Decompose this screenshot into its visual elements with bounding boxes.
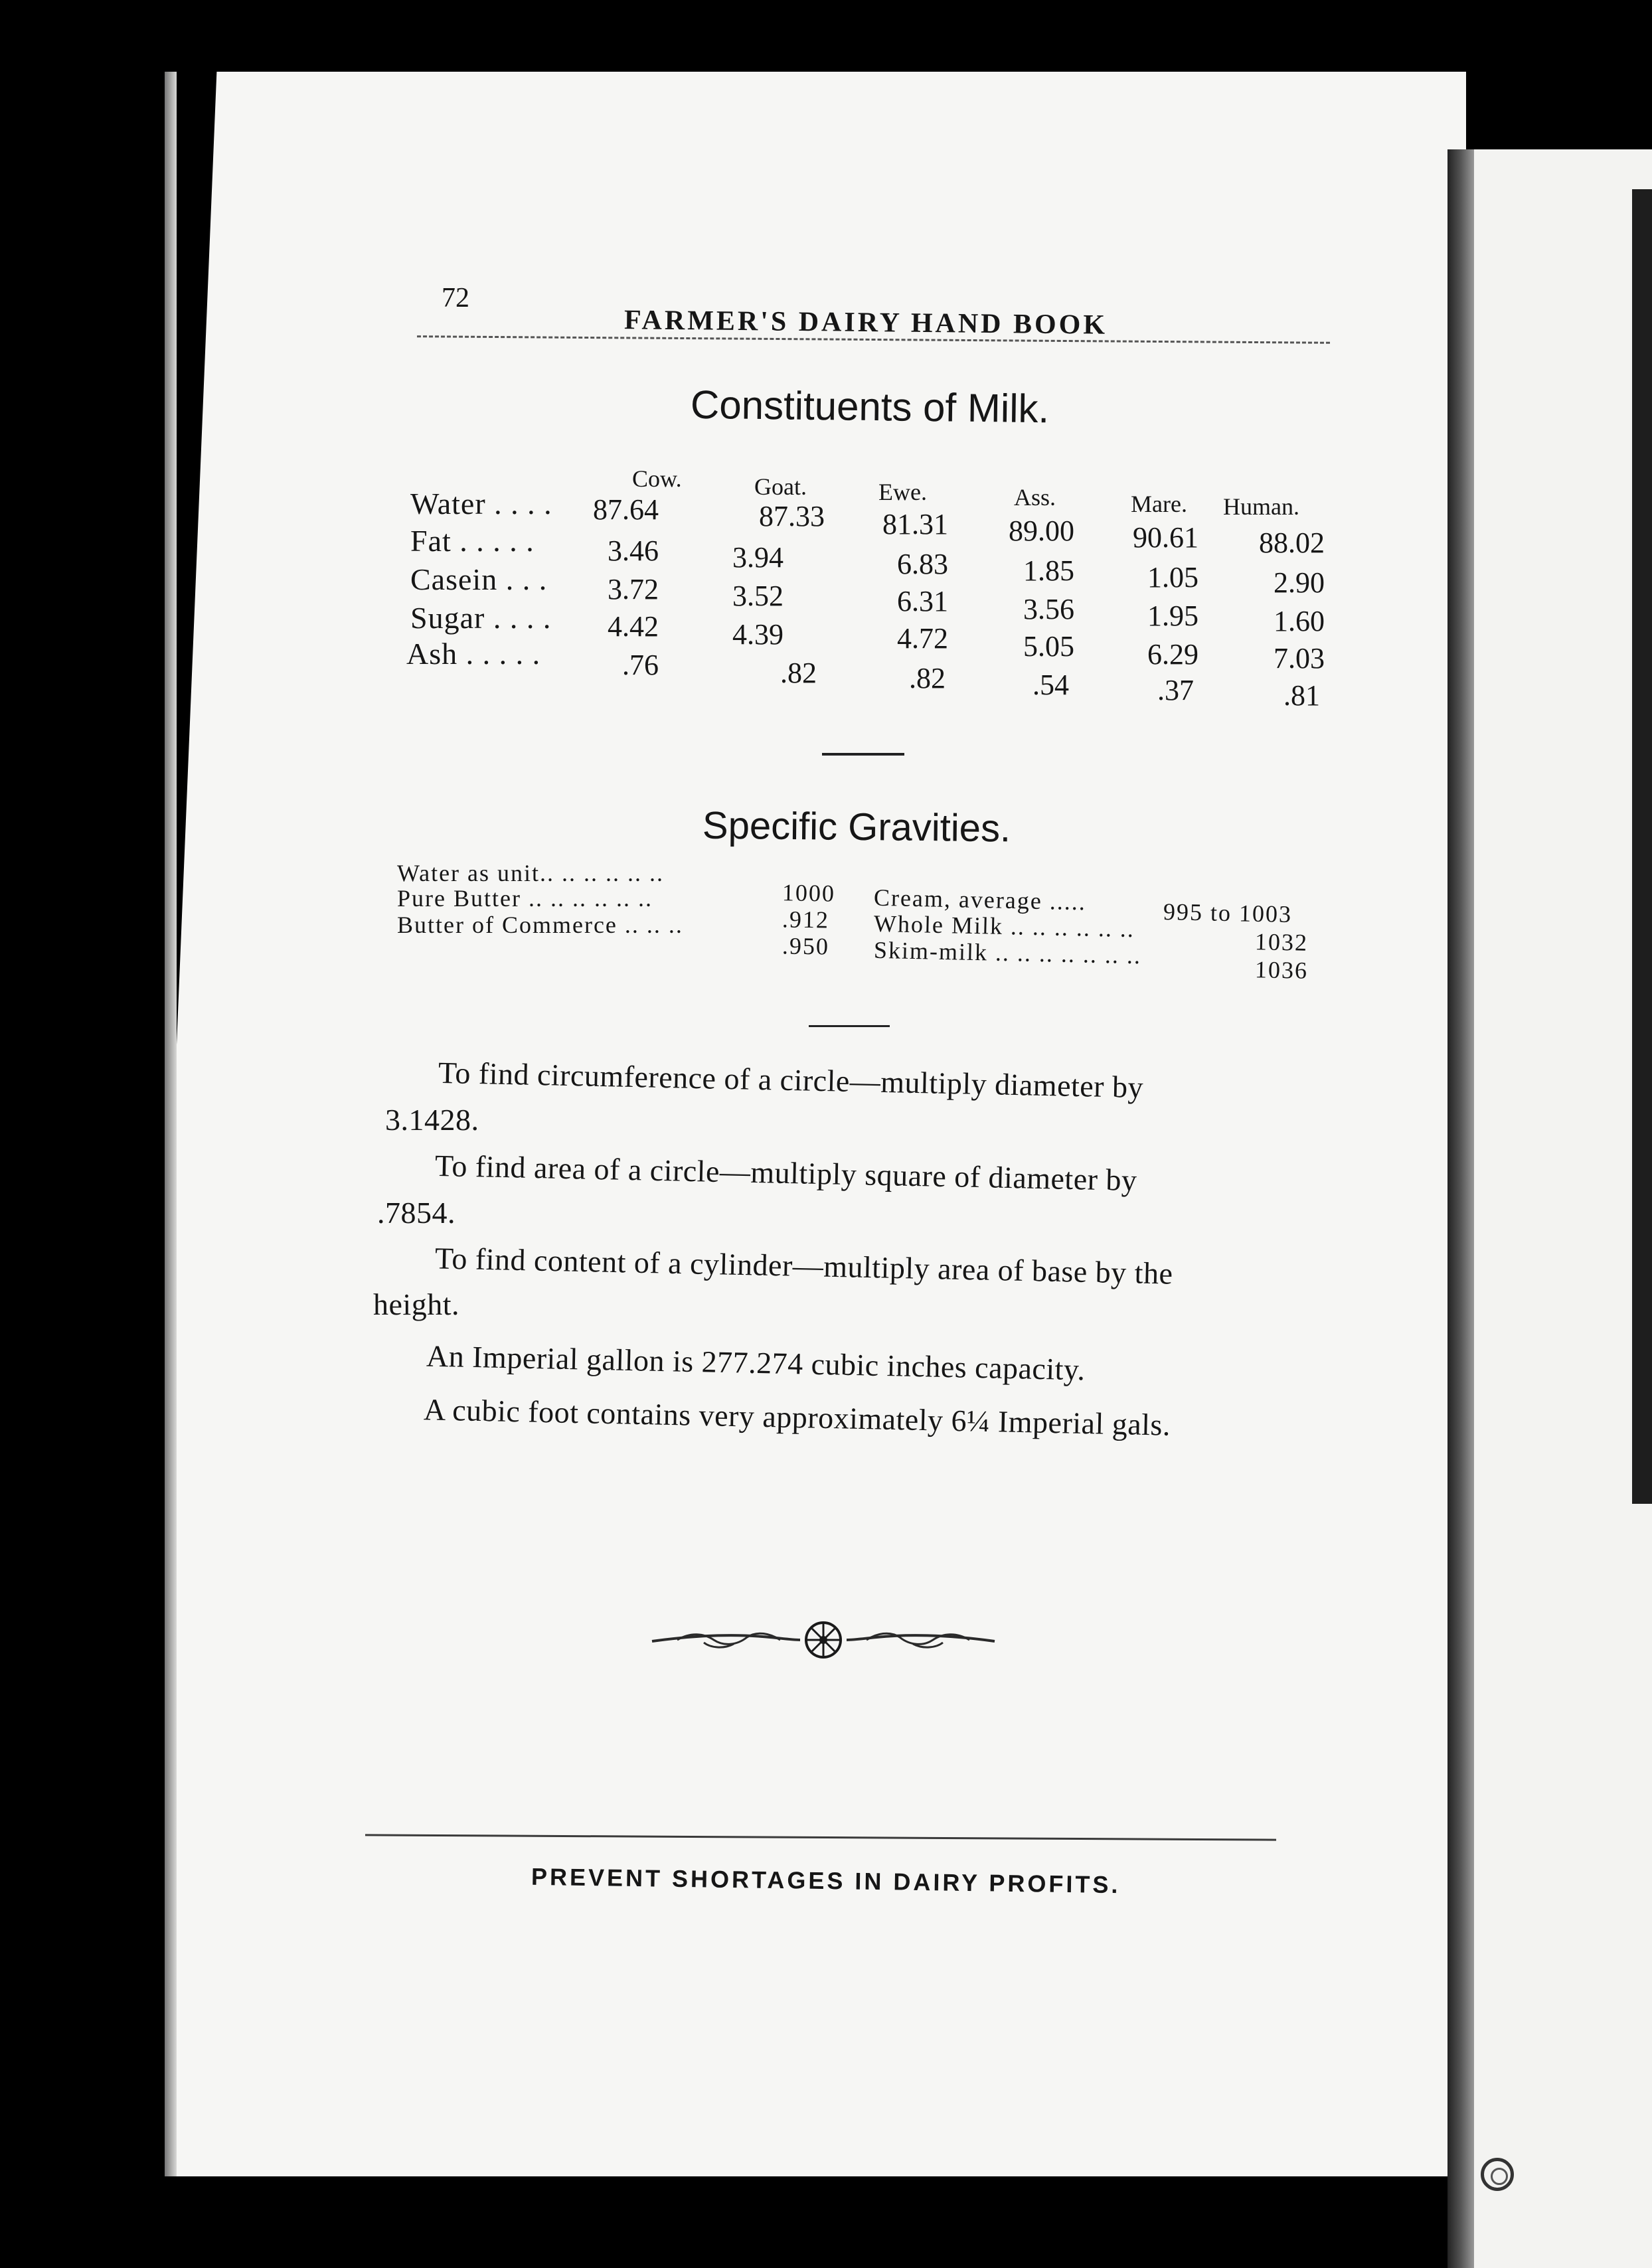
col-head-ass: Ass. [1014, 484, 1056, 511]
gravity-value-cream: 995 to 1003 [1163, 898, 1293, 928]
gallon-text: An Imperial gallon is 277.274 cubic inches capacity. [426, 1338, 1086, 1387]
cell-water-ewe: 81.31 [882, 508, 948, 540]
row-label-sugar: Sugar . . . . [410, 601, 552, 635]
cell-fat-ewe: 6.83 [897, 548, 948, 580]
gravity-label-whole-milk: Whole Milk .. .. .. .. .. .. [873, 910, 1135, 943]
cell-water-mare: 90.61 [1133, 521, 1198, 554]
decorative-flourish-icon [651, 1613, 996, 1666]
gravity-label-water: Water as unit.. .. .. .. .. .. [397, 860, 665, 886]
cell-ash-cow: .76 [622, 649, 659, 681]
cell-ash-mare: .37 [1157, 674, 1194, 706]
area-text-line2: .7854. [377, 1196, 455, 1230]
cell-casein-cow: 3.72 [608, 573, 659, 606]
row-label-casein: Casein . . . [410, 562, 548, 596]
cell-casein-goat: 3.52 [732, 580, 784, 612]
cell-ash-goat: .82 [780, 657, 817, 689]
section-divider-2 [809, 1025, 890, 1027]
row-label-ash: Ash . . . . . [406, 637, 541, 671]
cylinder-text-line1: To find content of a cylinder—multiply area of base by the [434, 1241, 1173, 1291]
cell-casein-ewe: 6.31 [897, 585, 948, 617]
cell-fat-mare: 1.05 [1147, 561, 1198, 594]
footer-slogan: PREVENT SHORTAGES IN DAIRY PROFITS. [531, 1862, 1121, 1899]
cell-sugar-cow: 4.42 [608, 610, 659, 643]
circumference-text-line1: To find circumference of a circle—multiply diameter by [438, 1055, 1144, 1105]
cell-fat-cow: 3.46 [608, 534, 659, 567]
cell-ash-ewe: .82 [909, 662, 946, 694]
col-head-ewe: Ewe. [878, 479, 927, 505]
cell-water-goat: 87.33 [759, 500, 825, 532]
gravity-label-cream: Cream, average ..... [873, 884, 1087, 916]
adjacent-page [1447, 149, 1652, 2268]
gravity-value-pure-butter: .912 [782, 906, 830, 933]
page-number: 72 [442, 283, 469, 313]
gravities-heading: Specific Gravities. [702, 803, 1011, 850]
row-label-fat: Fat . . . . . [410, 524, 535, 558]
running-title: FARMER'S DAIRY HAND BOOK [623, 305, 1108, 341]
gravity-label-butter-commerce: Butter of Commerce .. .. .. [397, 912, 683, 938]
cell-fat-human: 2.90 [1274, 566, 1325, 599]
circumference-text-line2: 3.1428. [385, 1103, 479, 1137]
col-head-goat: Goat. [754, 473, 807, 500]
gravity-value-skim-milk: 1036 [1254, 956, 1309, 984]
gravity-value-whole-milk: 1032 [1254, 928, 1309, 956]
constituents-heading: Constituents of Milk. [690, 382, 1050, 432]
cell-sugar-ass: 5.05 [1023, 630, 1074, 663]
cylinder-text-line2: height. [373, 1287, 459, 1321]
col-head-mare: Mare. [1131, 491, 1187, 517]
section-divider [822, 753, 904, 756]
cell-casein-ass: 3.56 [1023, 593, 1074, 625]
cell-sugar-human: 7.03 [1274, 642, 1325, 675]
cell-casein-human: 1.60 [1274, 605, 1325, 637]
page-binding-edge [165, 72, 177, 2176]
cell-water-ass: 89.00 [1009, 515, 1074, 547]
gravity-value-butter-commerce: .950 [782, 932, 830, 960]
area-text-line1: To find area of a circle—multiply square of diameter by [434, 1148, 1138, 1198]
cell-water-cow: 87.64 [593, 493, 659, 526]
cell-water-human: 88.02 [1259, 526, 1325, 559]
corner-stamp-icon [1481, 2158, 1514, 2191]
col-head-cow: Cow. [632, 465, 682, 492]
row-label-water: Water . . . . [410, 487, 552, 521]
cell-sugar-mare: 6.29 [1147, 638, 1198, 671]
gravity-label-pure-butter: Pure Butter .. .. .. .. .. .. [397, 885, 653, 912]
cell-ash-ass: .54 [1032, 669, 1069, 701]
cell-ash-human: .81 [1283, 679, 1320, 712]
cubic-foot-text: A cubic foot contains very approximately 6¼ Imperial gals. [423, 1392, 1171, 1442]
cell-fat-goat: 3.94 [732, 541, 784, 574]
gravity-value-water: 1000 [782, 879, 836, 907]
adjacent-page-gutter [1447, 149, 1474, 2268]
col-head-human: Human. [1223, 493, 1299, 520]
adjacent-page-image-edge [1632, 189, 1652, 1504]
cell-fat-ass: 1.85 [1023, 554, 1074, 587]
cell-casein-mare: 1.95 [1147, 600, 1198, 632]
gravity-label-skim-milk: Skim-milk .. .. .. .. .. .. .. [873, 936, 1142, 969]
cell-sugar-ewe: 4.72 [897, 622, 948, 655]
cell-sugar-goat: 4.39 [732, 618, 784, 651]
